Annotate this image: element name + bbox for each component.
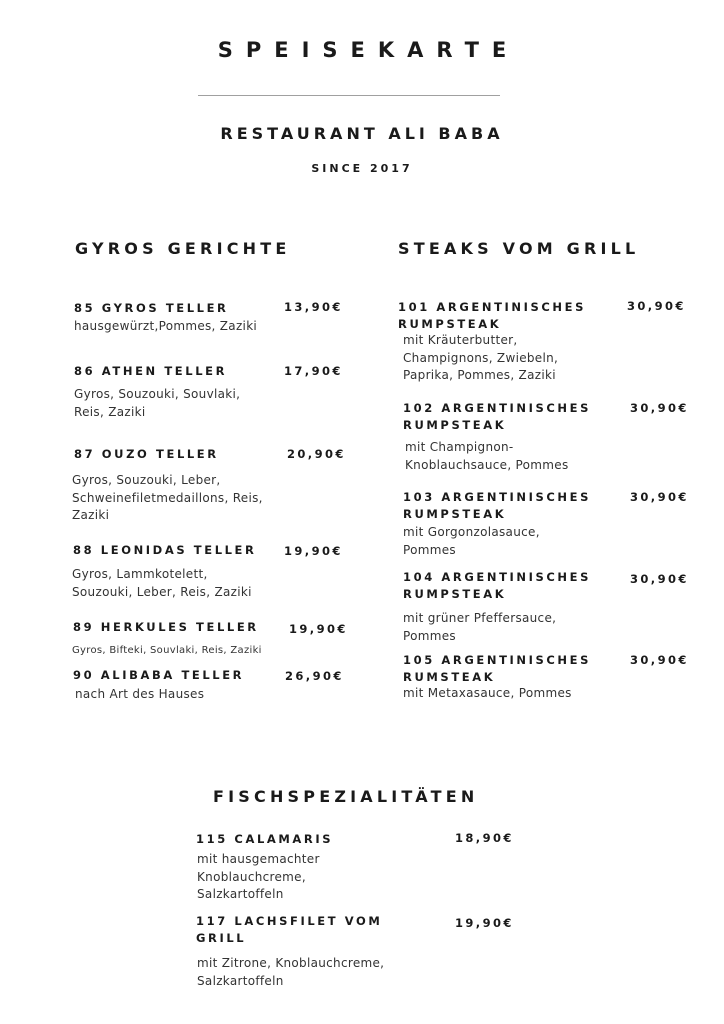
menu-item-desc: Gyros, Lammkotelett, Souzouki, Leber, Reis, Zaziki (72, 567, 252, 599)
menu-item-desc: nach Art des Hauses (75, 687, 205, 701)
menu-item-price: 17,90€ (284, 364, 343, 378)
menu-item-desc: Gyros, Souzouki, Leber, Schweinefiletmedaillons, Reis, Zaziki (72, 473, 263, 522)
menu-item-name: 87 OUZO TELLER (74, 447, 219, 461)
menu-item-name: 103 ARGENTINISCHES RUMPSTEAK (403, 490, 591, 521)
menu-item-desc: Gyros, Souzouki, Souvlaki, Reis, Zaziki (74, 387, 241, 419)
menu-item-name: 101 ARGENTINISCHES RUMPSTEAK (398, 300, 586, 331)
menu-item-price: 30,90€ (630, 490, 689, 504)
menu-item-name: 115 CALAMARIS (196, 832, 334, 846)
menu-item-name: 117 LACHSFILET VOM GRILL (196, 914, 383, 945)
menu-item-price: 13,90€ (284, 300, 343, 314)
menu-item-name: 102 ARGENTINISCHES RUMPSTEAK (403, 401, 591, 432)
menu-item-desc: mit grüner Pfeffersauce, Pommes (403, 611, 557, 643)
menu-item-desc: mit Champignon-Knoblauchsauce, Pommes (405, 440, 569, 472)
menu-item-desc: mit hausgemachter Knoblauchcreme, Salzkartoffeln (197, 852, 320, 901)
menu-item-price: 18,90€ (455, 831, 514, 845)
since-label: SINCE 2017 (311, 162, 413, 175)
menu-item-name: 88 LEONIDAS TELLER (73, 543, 257, 557)
menu-item-price: 26,90€ (285, 669, 344, 683)
menu-item-desc: mit Metaxasauce, Pommes (403, 686, 572, 700)
menu-item-price: 19,90€ (284, 544, 343, 558)
menu-item-desc: hausgewürzt,Pommes, Zaziki (74, 319, 258, 333)
menu-item-name: 105 ARGENTINISCHES RUMSTEAK (403, 653, 591, 684)
menu-item-name: 86 ATHEN TELLER (74, 364, 228, 378)
menu-item-price: 30,90€ (627, 299, 686, 313)
section-title-gyros: GYROS GERICHTE (75, 239, 291, 258)
restaurant-name: RESTAURANT ALI BABA (220, 124, 504, 143)
menu-item-desc: Gyros, Bifteki, Souvlaki, Reis, Zaziki (72, 645, 262, 656)
menu-item-desc: mit Gorgonzolasauce, Pommes (403, 525, 540, 557)
divider (198, 95, 500, 96)
page-title: SPEISEKARTE (217, 38, 520, 62)
menu-item-name: 104 ARGENTINISCHES RUMPSTEAK (403, 570, 591, 601)
menu-item-price: 19,90€ (455, 916, 514, 930)
menu-item-name: 89 HERKULES TELLER (73, 620, 259, 634)
menu-item-price: 30,90€ (630, 401, 689, 415)
menu-item-price: 30,90€ (630, 572, 689, 586)
menu-item-name: 90 ALIBABA TELLER (73, 668, 245, 682)
section-title-steaks: STEAKS VOM GRILL (398, 239, 640, 258)
menu-item-price: 19,90€ (289, 622, 348, 636)
menu-item-name: 85 GYROS TELLER (74, 301, 229, 315)
menu-item-desc: mit Zitrone, Knoblauchcreme, Salzkartoffeln (197, 956, 385, 988)
menu-item-price: 20,90€ (287, 447, 346, 461)
menu-item-price: 30,90€ (630, 653, 689, 667)
section-title-fisch: FISCHSPEZIALITÄTEN (213, 787, 479, 806)
menu-item-desc: mit Kräuterbutter, Champignons, Zwiebeln, Paprika, Pommes, Zaziki (403, 333, 559, 382)
